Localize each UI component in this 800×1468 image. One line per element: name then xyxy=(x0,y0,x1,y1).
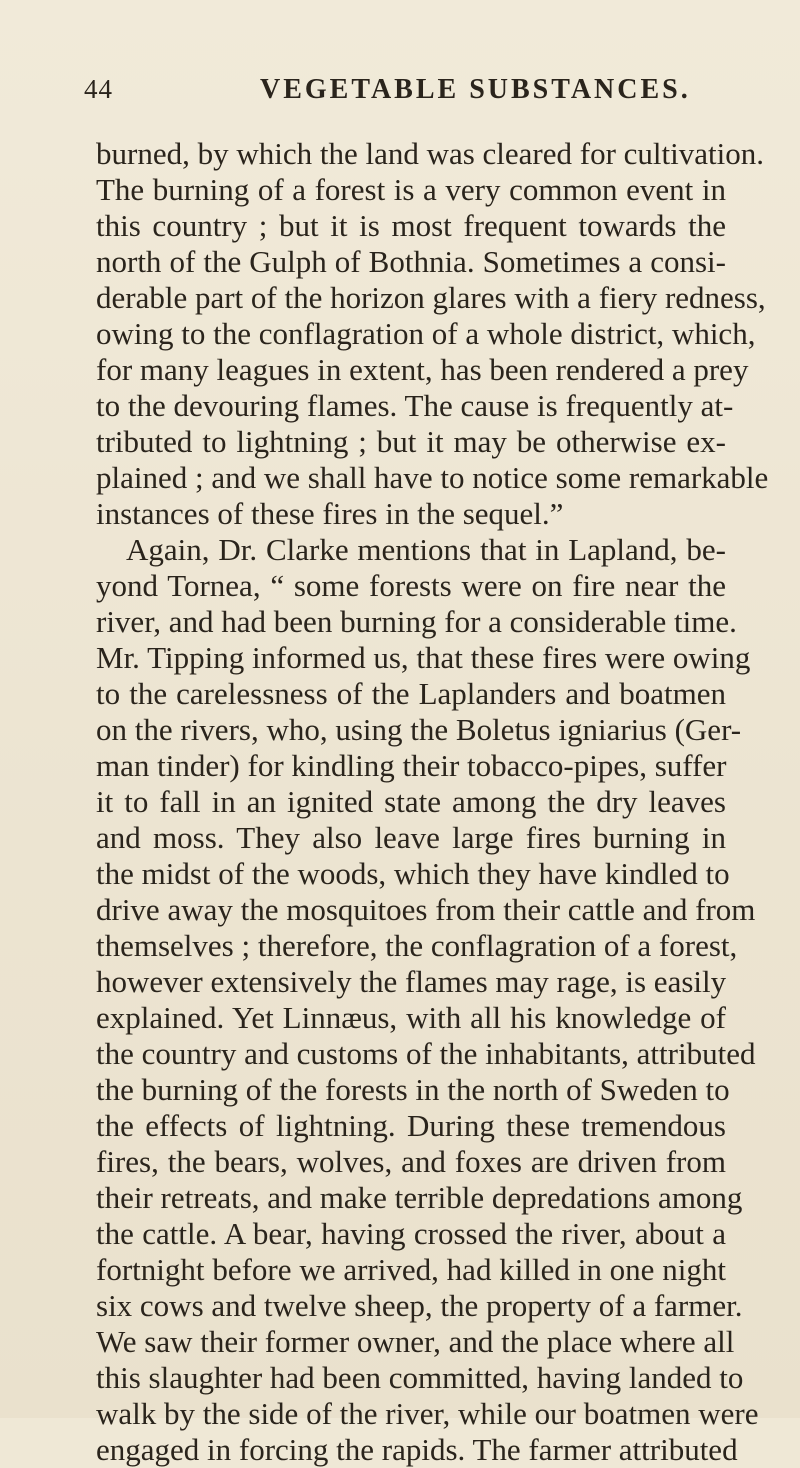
text-line: owing to the conflagration of a whole district, which, xyxy=(96,316,756,351)
text-line: on the rivers, who, using the Boletus igniarius (Ger- xyxy=(96,712,742,747)
text-line: plained ; and we shall have to notice some remarkable xyxy=(96,460,769,495)
text-line: to the devouring flames. The cause is frequently at- xyxy=(96,388,734,423)
text-line: tributed to lightning ; but it may be otherwise ex- xyxy=(96,424,726,459)
text-line: derable part of the horizon glares with a fiery redness, xyxy=(96,280,766,315)
text-line: the cattle. A bear, having crossed the river, about a xyxy=(96,1216,726,1251)
text-line: themselves ; therefore, the conflagration of a forest, xyxy=(96,928,738,963)
text-line: their retreats, and make terrible depredations among xyxy=(96,1180,743,1215)
text-line: fortnight before we arrived, had killed in one night xyxy=(96,1252,726,1287)
text-line: We saw their former owner, and the place where all xyxy=(96,1324,735,1359)
text-line: to the carelessness of the Laplanders and boatmen xyxy=(96,676,726,711)
text-line: burned, by which the land was cleared for cultivation. xyxy=(96,136,764,171)
running-head xyxy=(84,74,716,114)
text-line: drive away the mosquitoes from their cattle and from xyxy=(96,892,756,927)
text-line: fires, the bears, wolves, and foxes are driven from xyxy=(96,1144,726,1179)
text-line: man tinder) for kindling their tobacco-pipes, suffer xyxy=(96,748,727,783)
text-line: and moss. They also leave large fires burning in xyxy=(96,820,726,855)
text-line: engaged in forcing the rapids. The farmer attributed xyxy=(96,1432,738,1467)
text-line: the effects of lightning. During these tremendous xyxy=(96,1108,726,1143)
body-text xyxy=(96,136,769,1468)
text-line: the country and customs of the inhabitants, attributed xyxy=(96,1036,756,1071)
text-line: for many leagues in extent, has been rendered a prey xyxy=(96,352,749,387)
page-number: 44 xyxy=(84,74,113,104)
text-line: the burning of the forests in the north of Sweden to xyxy=(96,1072,730,1107)
text-line: yond Tornea, “ some forests were on fire near the xyxy=(96,568,726,603)
running-title: VEGETABLE SUBSTANCES. xyxy=(260,74,691,105)
text-line: north of the Gulph of Bothnia. Sometimes a consi- xyxy=(96,244,726,279)
text-line: walk by the side of the river, while our boatmen were xyxy=(96,1396,759,1431)
text-line: river, and had been burning for a considerable time. xyxy=(96,604,737,639)
text-line: this slaughter had been committed, having landed to xyxy=(96,1360,744,1395)
text-line: Again, Dr. Clarke mentions that in Lapland, be- xyxy=(126,532,726,567)
text-line: explained. Yet Linnæus, with all his knowledge of xyxy=(96,1000,726,1035)
text-line: however extensively the flames may rage, is easily xyxy=(96,964,727,999)
text-line: the midst of the woods, which they have kindled to xyxy=(96,856,730,891)
text-line: it to fall in an ignited state among the dry leaves xyxy=(96,784,726,819)
text-line: six cows and twelve sheep, the property of a farmer. xyxy=(96,1288,743,1323)
text-line: Mr. Tipping informed us, that these fires were owing xyxy=(96,640,751,675)
text-line: this country ; but it is most frequent towards the xyxy=(96,208,726,243)
text-line: The burning of a forest is a very common event in xyxy=(96,172,726,207)
text-line: instances of these fires in the sequel.” xyxy=(96,496,564,531)
